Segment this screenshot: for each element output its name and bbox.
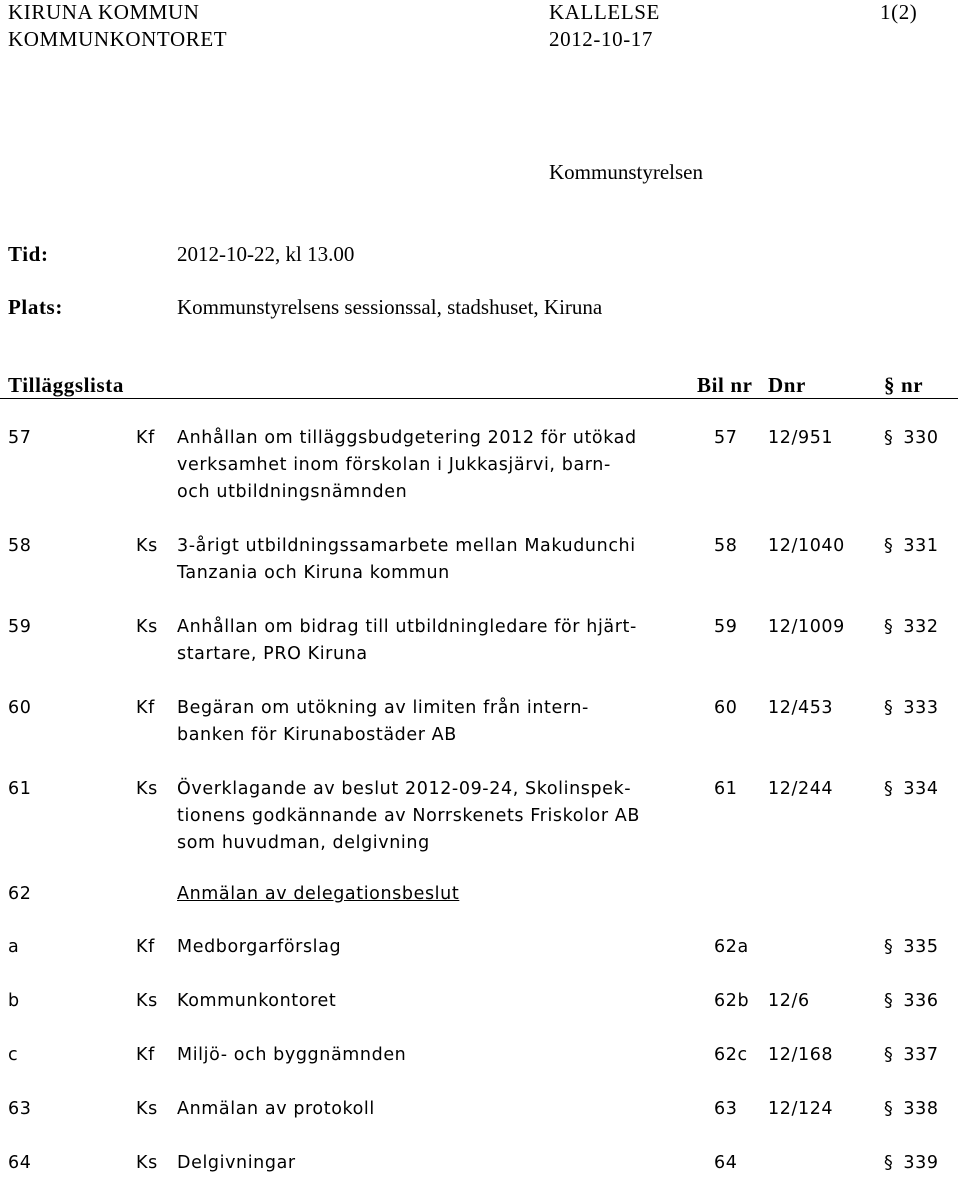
item-category: Kf bbox=[136, 698, 155, 718]
doc-date: 2012-10-17 bbox=[549, 27, 653, 51]
section-sign: § bbox=[884, 428, 894, 448]
item-title-line: Kommunkontoret bbox=[177, 991, 337, 1011]
section-sign: § bbox=[884, 779, 894, 799]
item-dnr: 12/168 bbox=[768, 1045, 834, 1065]
item-title-line: tionens godkännande av Norrskenets Friskolor AB bbox=[177, 806, 640, 826]
item-bil-nr: 57 bbox=[714, 428, 738, 448]
item-category: Kf bbox=[136, 937, 155, 957]
item-paragraph bbox=[884, 1153, 939, 1173]
paragraph-number: 337 bbox=[903, 1045, 939, 1065]
item-category: Ks bbox=[136, 617, 158, 637]
item-category: Ks bbox=[136, 1099, 158, 1119]
time-value: 2012-10-22, kl 13.00 bbox=[177, 242, 355, 266]
item-bil-nr: 63 bbox=[714, 1099, 738, 1119]
paragraph-number: 334 bbox=[903, 779, 939, 799]
col-dnr: Dnr bbox=[768, 373, 806, 397]
item-bil-nr: 59 bbox=[714, 617, 738, 637]
paragraph-number: 330 bbox=[903, 428, 939, 448]
item-bil-nr: 64 bbox=[714, 1153, 738, 1173]
item-category: Ks bbox=[136, 991, 158, 1011]
item-dnr: 12/124 bbox=[768, 1099, 834, 1119]
paragraph-number: 331 bbox=[903, 536, 939, 556]
item-title-line: Anmälan av delegationsbeslut bbox=[177, 884, 460, 904]
item-number: c bbox=[8, 1045, 19, 1065]
item-title-line: Begäran om utökning av limiten från intern- bbox=[177, 698, 589, 718]
item-number: a bbox=[8, 937, 20, 957]
paragraph-number: 335 bbox=[903, 937, 939, 957]
item-bil-nr: 60 bbox=[714, 698, 738, 718]
place-value: Kommunstyrelsens sessionssal, stadshuset, Kiruna bbox=[177, 295, 603, 319]
item-bil-nr: 62a bbox=[714, 937, 749, 957]
item-dnr: 12/951 bbox=[768, 428, 834, 448]
item-category: Kf bbox=[136, 428, 155, 448]
item-dnr: 12/1040 bbox=[768, 536, 845, 556]
col-para: § nr bbox=[884, 373, 924, 397]
item-paragraph bbox=[884, 428, 939, 448]
paragraph-number: 336 bbox=[903, 991, 939, 1011]
item-number: 61 bbox=[8, 779, 32, 799]
item-title-line: och utbildningsnämnden bbox=[177, 482, 408, 502]
item-bil-nr: 62c bbox=[714, 1045, 748, 1065]
item-number: b bbox=[8, 991, 20, 1011]
item-paragraph bbox=[884, 698, 939, 718]
item-title-line: Anhållan om tilläggsbudgetering 2012 för utökad bbox=[177, 428, 637, 448]
section-sign: § bbox=[884, 1045, 894, 1065]
item-number: 62 bbox=[8, 884, 32, 904]
committee-name: Kommunstyrelsen bbox=[549, 160, 703, 184]
office-name: KOMMUNKONTORET bbox=[8, 27, 228, 51]
item-paragraph bbox=[884, 991, 939, 1011]
section-sign: § bbox=[884, 1153, 894, 1173]
item-title-line: Överklagande av beslut 2012-09-24, Skolinspek- bbox=[177, 779, 632, 799]
item-bil-nr: 62b bbox=[714, 991, 750, 1011]
item-title-line: 3-årigt utbildningssamarbete mellan Makudunchi bbox=[177, 536, 636, 556]
item-number: 60 bbox=[8, 698, 32, 718]
item-title-line: Anhållan om bidrag till utbildningledare för hjärt- bbox=[177, 617, 637, 637]
section-sign: § bbox=[884, 991, 894, 1011]
item-number: 58 bbox=[8, 536, 32, 556]
item-title-line: Anmälan av protokoll bbox=[177, 1099, 375, 1119]
list-title: Tilläggslista bbox=[8, 373, 124, 397]
item-title-line: banken för Kirunabostäder AB bbox=[177, 725, 457, 745]
item-dnr: 12/1009 bbox=[768, 617, 845, 637]
item-bil-nr: 58 bbox=[714, 536, 738, 556]
section-sign: § bbox=[884, 536, 894, 556]
item-paragraph bbox=[884, 937, 939, 957]
section-sign: § bbox=[884, 937, 894, 957]
item-title-line: startare, PRO Kiruna bbox=[177, 644, 368, 664]
item-paragraph bbox=[884, 617, 939, 637]
item-title-line: Delgivningar bbox=[177, 1153, 296, 1173]
paragraph-number: 332 bbox=[903, 617, 939, 637]
section-sign: § bbox=[884, 617, 894, 637]
item-category: Ks bbox=[136, 779, 158, 799]
item-category: Ks bbox=[136, 536, 158, 556]
item-number: 63 bbox=[8, 1099, 32, 1119]
item-bil-nr: 61 bbox=[714, 779, 738, 799]
item-dnr: 12/244 bbox=[768, 779, 834, 799]
item-title-line: Tanzania och Kiruna kommun bbox=[177, 563, 450, 583]
place-label: Plats: bbox=[8, 295, 63, 319]
doc-type: KALLELSE bbox=[549, 0, 660, 24]
col-bil: Bil nr bbox=[697, 373, 753, 397]
item-category: Ks bbox=[136, 1153, 158, 1173]
time-label: Tid: bbox=[8, 242, 49, 266]
item-number: 64 bbox=[8, 1153, 32, 1173]
org-name: KIRUNA KOMMUN bbox=[8, 0, 200, 24]
page-number: 1(2) bbox=[880, 0, 918, 24]
paragraph-number: 333 bbox=[903, 698, 939, 718]
item-title-line: Medborgarförslag bbox=[177, 937, 342, 957]
item-title-line: som huvudman, delgivning bbox=[177, 833, 430, 853]
paragraph-number: 339 bbox=[903, 1153, 939, 1173]
item-title-line: verksamhet inom förskolan i Jukkasjärvi, barn- bbox=[177, 455, 611, 475]
item-paragraph bbox=[884, 779, 939, 799]
item-paragraph bbox=[884, 1099, 939, 1119]
item-title-line: Miljö- och byggnämnden bbox=[177, 1045, 407, 1065]
item-paragraph bbox=[884, 1045, 939, 1065]
item-paragraph bbox=[884, 536, 939, 556]
item-number: 57 bbox=[8, 428, 32, 448]
paragraph-number: 338 bbox=[903, 1099, 939, 1119]
section-sign: § bbox=[884, 1099, 894, 1119]
item-dnr: 12/6 bbox=[768, 991, 810, 1011]
header-rule bbox=[0, 398, 958, 399]
item-number: 59 bbox=[8, 617, 32, 637]
section-sign: § bbox=[884, 698, 894, 718]
item-category: Kf bbox=[136, 1045, 155, 1065]
item-dnr: 12/453 bbox=[768, 698, 834, 718]
